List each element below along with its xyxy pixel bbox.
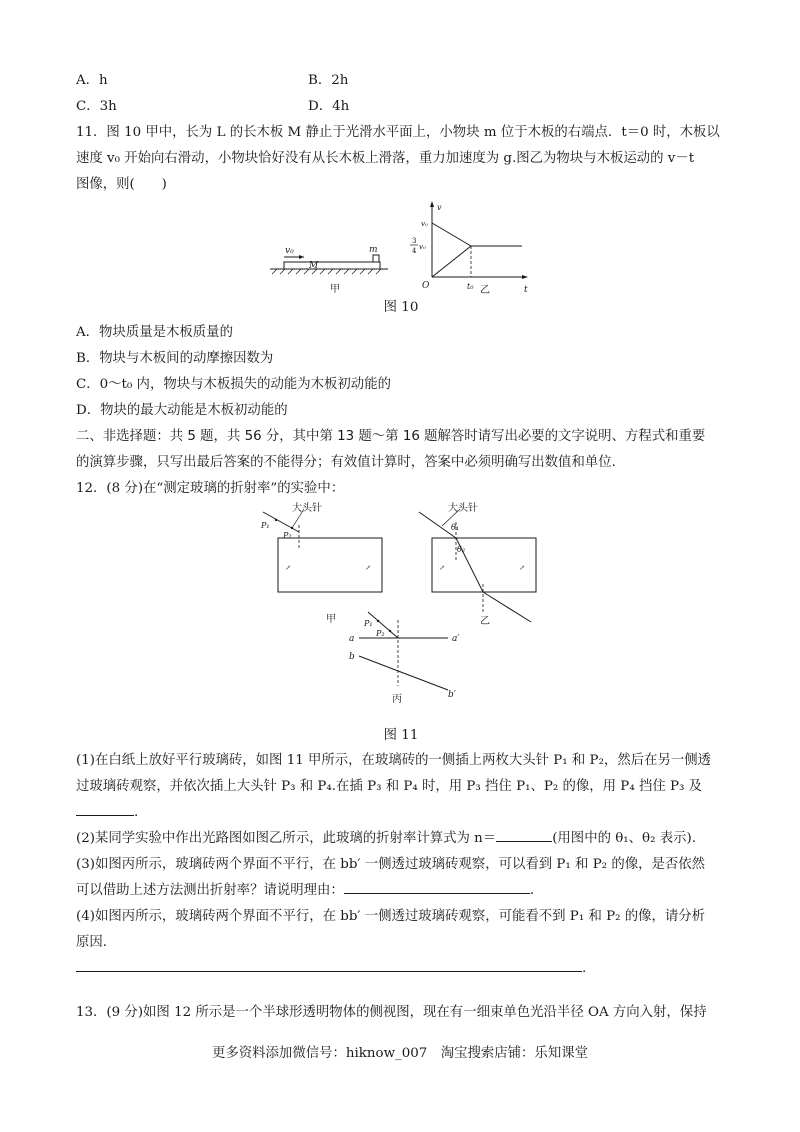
q12-part1-end: . xyxy=(134,805,139,820)
q11-option-c: C．0～t₀ 内，物块与木板损失的动能为木板初动能的 xyxy=(76,377,391,392)
q12-part3-end: . xyxy=(529,883,535,898)
q12-part4-line-3 xyxy=(76,956,726,982)
label-m: m xyxy=(369,245,378,255)
figure-10-caption: 图 10 xyxy=(383,300,419,315)
label-yi-11: 乙 xyxy=(480,616,490,627)
label-theta2: θ₂ xyxy=(457,545,466,554)
label-a-prime: a′ xyxy=(452,634,460,644)
page-content xyxy=(76,68,726,1026)
answer-blank-4[interactable] xyxy=(76,957,582,972)
label-frac-num: 3 xyxy=(412,237,417,245)
label-t-axis: t xyxy=(524,285,528,295)
label-t0: t₀ xyxy=(467,282,474,291)
hatch-mark: ↗ xyxy=(519,564,525,572)
section-2-instructions: 的演算步骤，只写出最后答案的不能得分；有效值计算时，答案中必须明确写出数值和单位． xyxy=(76,455,626,470)
figure-11-bing xyxy=(349,612,459,705)
q13-stem: 13．(9 分)如图 12 所示是一个半球形透明物体的侧视图，现在有一细束单色光沿半径 OA 方向入射，保持 xyxy=(76,1005,707,1020)
interface-bb xyxy=(359,656,448,690)
label-P2-jia: P₂ xyxy=(283,531,292,540)
long-board xyxy=(284,262,380,269)
q12-part3-line-1: (3)如图丙所示，玻璃砖两个界面不平行，在 bb′ 一侧透过玻璃砖观察，可以看到 P₁ 和 P₂ 的像，是否依然 xyxy=(76,857,706,872)
block-velocity-line xyxy=(432,246,471,277)
q12-part3-line-2 xyxy=(76,878,726,904)
figure-11-yi xyxy=(419,502,536,627)
q12-part4-end: . xyxy=(582,961,587,976)
board-velocity-line xyxy=(432,223,471,246)
figure-10-diagram xyxy=(76,198,726,296)
q10-options-row-2 xyxy=(76,94,726,120)
label-jia: 甲 xyxy=(330,284,340,295)
label-M: M xyxy=(309,261,319,271)
label-origin: O xyxy=(422,281,430,291)
label-yi: 乙 xyxy=(480,285,490,296)
hatch-mark: ↗ xyxy=(285,564,291,572)
q12-part2 xyxy=(76,826,726,852)
q11-option-a: A．物块质量是木板质量的 xyxy=(76,325,233,340)
q12-part1-line-3 xyxy=(76,800,726,826)
emergent-ray-yi xyxy=(483,592,531,622)
section-2-heading: 二、非选择题：共 5 题，共 56 分，其中第 13 题～第 16 题解答时请写出必要的文字说明、方程式和重要 xyxy=(76,429,706,444)
answer-blank-3[interactable] xyxy=(344,879,530,894)
label-v0-mid: v₀ xyxy=(419,243,426,251)
q11-option-d: D．物块的最大动能是木板初动能的 xyxy=(76,403,288,418)
label-pin-jia: 大头针 xyxy=(292,503,322,514)
hatch-mark: ↗ xyxy=(365,564,371,572)
q10-option-d: D．4h xyxy=(308,99,350,114)
q10-options-row-1 xyxy=(76,68,726,94)
q12-part4-line-1: (4)如图丙所示，玻璃砖两个界面不平行，在 bb′ 一侧透过玻璃砖观察，可能看不到 P₁ 和 P₂ 的像，请分析 xyxy=(76,909,706,924)
q12-part1-line-2: 过玻璃砖观察，并依次插上大头针 P₃ 和 P₄.在插 P₃ 和 P₄ 时，用 P₃ 挡住 P₁、P₂ 的像，用 P₄ 挡住 P₃ 及 xyxy=(76,779,703,794)
figure-11-diagram xyxy=(76,502,726,724)
label-v0: v₀ xyxy=(285,246,294,256)
label-a: a xyxy=(349,634,355,644)
q10-option-a: A．h xyxy=(76,73,108,88)
label-v-axis: v xyxy=(437,203,442,212)
figure-10-jia-board-diagram xyxy=(270,245,388,295)
hatch-mark: ↗ xyxy=(439,564,445,572)
label-P1-bing: P₁ xyxy=(364,619,373,628)
small-block xyxy=(373,255,379,262)
label-frac-den: 4 xyxy=(412,247,417,255)
figure-11 xyxy=(76,502,726,724)
label-P1-jia: P₁ xyxy=(261,521,270,530)
label-bing: 丙 xyxy=(392,694,402,705)
figure-10 xyxy=(76,198,726,296)
answer-blank-1[interactable] xyxy=(76,801,134,816)
label-v0-top: v₀ xyxy=(421,220,428,228)
answer-blank-2[interactable] xyxy=(496,827,552,842)
q12-part2-text-a: (2)某同学实验中作出光路图如图乙所示，此玻璃的折射率计算式为 n＝ xyxy=(76,831,497,846)
q12-part1-line-1: (1)在白纸上放好平行玻璃砖，如图 11 甲所示，在玻璃砖的一侧插上两枚大头针 P₁ 和 P₂，然后在另一侧透 xyxy=(76,753,712,768)
q12-part2-text-b: (用图中的 θ₁、θ₂ 表示). xyxy=(552,831,696,846)
q11-stem-line-2: 速度 v₀ 开始向右滑动，小物块恰好没有从长木板上滑落，重力加速度为 g.图乙为物块与木板运动的 v－t xyxy=(76,151,695,166)
label-b: b xyxy=(349,652,355,662)
q11-stem-line-1: 11．图 10 甲中，长为 L 的长木板 M 静止于光滑水平面上，小物块 m 位于木板的右端点．t＝0 时，木板以 xyxy=(76,125,720,140)
q10-option-c: C．3h xyxy=(76,99,117,114)
label-pin-yi: 大头针 xyxy=(448,503,478,514)
q11-stem-line-3: 图像，则( ) xyxy=(76,177,167,192)
q12-part4-line-2: 原因. xyxy=(76,935,108,950)
figure-10-yi-vt-graph xyxy=(410,201,528,296)
figure-11-jia xyxy=(260,502,382,625)
label-theta1: θ₁ xyxy=(451,523,460,532)
label-b-prime: b′ xyxy=(448,690,456,700)
q11-option-b: B．物块与木板间的动摩擦因数为 xyxy=(76,351,274,366)
label-P2-bing: P₂ xyxy=(376,629,385,638)
q10-option-b: B．2h xyxy=(308,73,349,88)
q12-part3-text: 可以借助上述方法测出折射率？请说明理由： xyxy=(76,883,344,898)
page-footer: 更多资料添加微信号：hiknow_007 淘宝搜索店铺：乐知课堂 xyxy=(211,1046,588,1061)
figure-11-caption: 图 11 xyxy=(383,728,419,743)
label-jia-11: 甲 xyxy=(326,614,336,625)
q12-stem: 12．(8 分)在“测定玻璃的折射率”的实验中： xyxy=(76,481,345,496)
